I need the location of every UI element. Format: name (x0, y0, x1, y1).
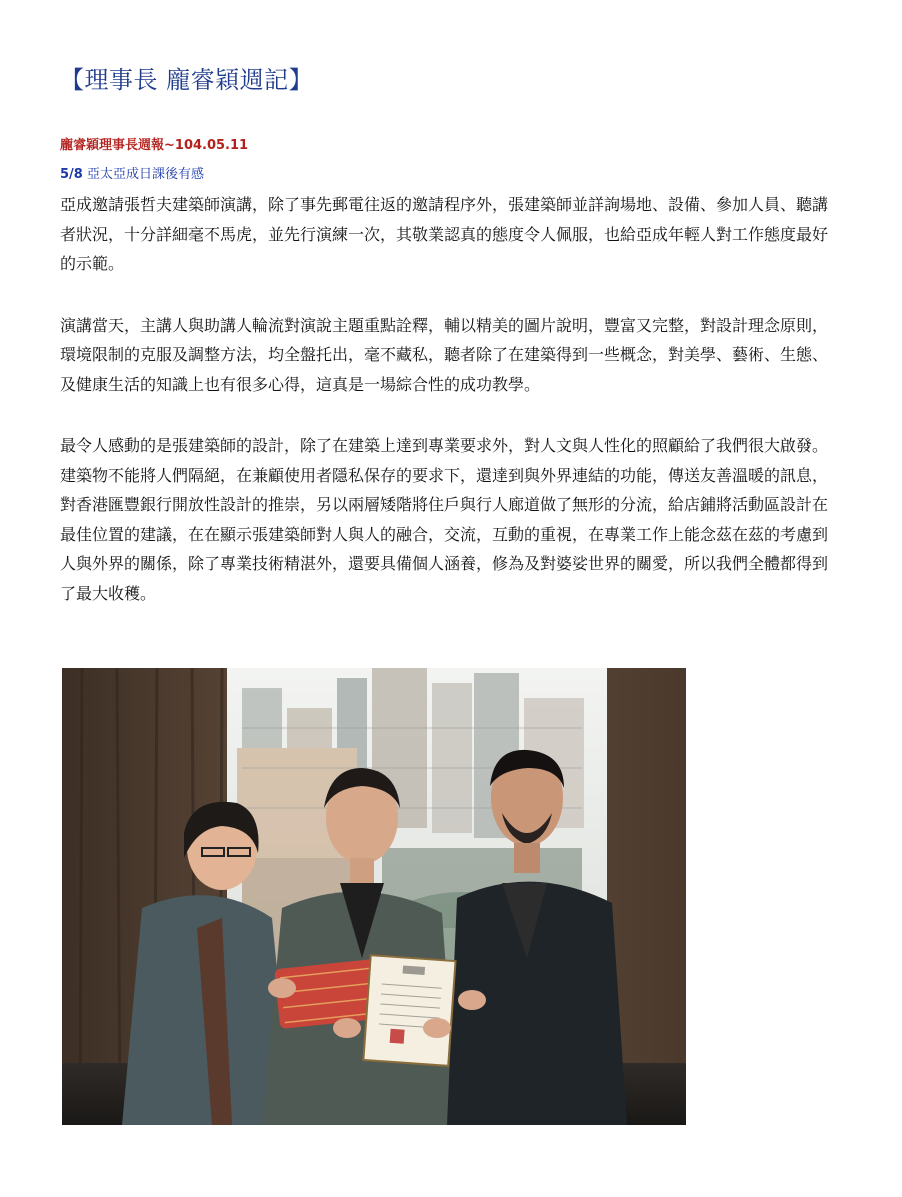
certificate (363, 955, 455, 1066)
article-paragraph-2: 演講當天，主講人與助講人輪流對演說主題重點詮釋，輔以精美的圖片說明，豐富又完整，對設計理念原則，環境限制的克服及調整方法，均全盤托出，毫不藏私，聽者除了在建築得到一些概念，對美學、藝術、生態、及健康生活的知識上也有很多心得，這真是一場綜合性的成功教學。 (60, 315, 829, 394)
event-subheading (60, 163, 204, 182)
page-title: 【理事長 龐睿穎週記】 (60, 66, 314, 94)
article-paragraph-3: 最令人感動的是張建築師的設計，除了在建築上達到專業要求外，對人文與人性化的照顧給了我們很大啟發。建築物不能將人們隔絕，在兼顧使用者隱私保存的要求下，還達到與外界連結的功能，傳送友善溫暖的訊息，對香港匯豐銀行開放性設計的推崇，另以兩層矮階將住戶與行人廊道做了無形的分流，給店鋪將活動區設計在最佳位置的建議，在在顯示張建築師對人與人的融合，交流，互動的重視，在專業工作上能念茲在茲的考慮到人與外界的關係，除了專業技術精湛外，還要具備個人涵養，修為及對婆娑世界的關愛，所以我們全體都得到了最大收穫。 (60, 436, 829, 603)
article-paragraph-1: 亞成邀請張哲夫建築師演講，除了事先郵電往返的邀請程序外，張建築師並詳詢場地、設備、參加人員、聽講者狀況，十分詳細毫不馬虎，並先行演練一次，其敬業認真的態度令人佩服，也給亞成年輕人對工作態度最好的示範。 (60, 195, 829, 273)
event-date: 5/8 (60, 167, 83, 182)
event-photo (62, 668, 686, 1125)
event-name: 亞太亞成日課後有感 (86, 167, 204, 182)
article-body (60, 190, 842, 640)
event-photo-illustration (62, 668, 686, 1125)
weekly-report-heading: 龐睿穎理事長週報~104.05.11 (60, 138, 249, 153)
